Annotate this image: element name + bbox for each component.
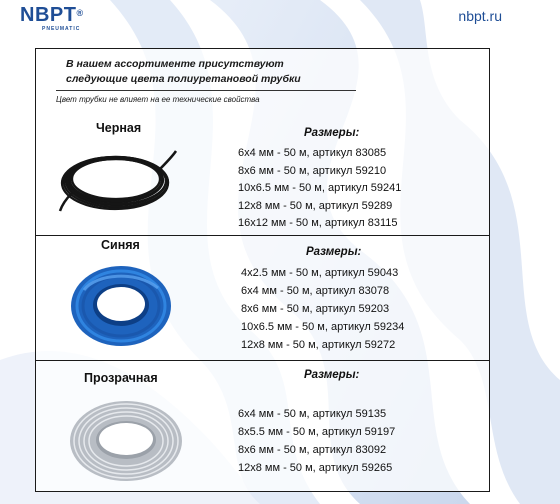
- transparent-tube-coil-image: [66, 397, 186, 485]
- size-item: 8x6 мм - 50 м, артикул 59210: [238, 164, 387, 177]
- size-item: 10x6.5 мм - 50 м, артикул 59234: [241, 321, 405, 333]
- intro-line: В нашем ассортименте присутствуют: [66, 58, 284, 70]
- size-item: 12x8 мм - 50 м, артикул 59272: [241, 339, 396, 351]
- sizes-title: Размеры:: [304, 127, 360, 139]
- size-item: 6x4 мм - 50 м, артикул 83085: [238, 147, 387, 159]
- site-link[interactable]: nbpt.ru: [458, 8, 502, 24]
- sizes-list: [241, 264, 404, 354]
- black-tube-coil-image: [58, 141, 178, 215]
- size-item: 8x5.5 мм - 50 м, артикул 59197: [238, 426, 396, 438]
- section-transparent: [36, 360, 489, 493]
- size-item: 8x6 мм - 50 м, артикул 83092: [238, 444, 387, 456]
- size-item: 16x12 мм - 50 м, артикул 83115: [238, 217, 398, 229]
- sizes-title: Размеры:: [304, 369, 360, 381]
- color-name: Синяя: [101, 238, 140, 252]
- size-item: 12x8 мм - 50 м, артикул 59265: [238, 462, 393, 474]
- brand-subtitle: PNEUMATIC: [42, 26, 81, 32]
- size-item: 6x4 мм - 50 м, артикул 59135: [238, 408, 387, 420]
- blue-tube-coil-image: [66, 260, 176, 350]
- color-name: Прозрачная: [84, 371, 158, 385]
- brand-name: NBPT: [20, 4, 77, 26]
- section-blue: [36, 235, 489, 360]
- intro-text: [66, 57, 466, 87]
- sizes-list: [238, 145, 401, 233]
- size-item: 10x6.5 мм - 50 м, артикул 59241: [238, 182, 402, 194]
- sizes-title: Размеры:: [306, 246, 362, 258]
- assortment-panel: [35, 48, 490, 492]
- size-item: 4x2.5 мм - 50 м, артикул 59043: [241, 267, 399, 279]
- size-item: 6x4 мм - 50 м, артикул 83078: [241, 285, 390, 297]
- sizes-list: [238, 405, 395, 477]
- intro-divider: [56, 90, 356, 91]
- intro-line: следующие цвета полиуретановой трубки: [66, 73, 301, 85]
- note-text: Цвет трубки не влияет на ее технические свойства: [56, 95, 260, 104]
- brand-logo: [20, 4, 84, 32]
- color-name: Черная: [96, 121, 142, 135]
- size-item: 8x6 мм - 50 м, артикул 59203: [241, 303, 390, 315]
- registered-mark: ®: [76, 8, 84, 18]
- size-item: 12x8 мм - 50 м, артикул 59289: [238, 199, 393, 212]
- section-black: [36, 119, 489, 235]
